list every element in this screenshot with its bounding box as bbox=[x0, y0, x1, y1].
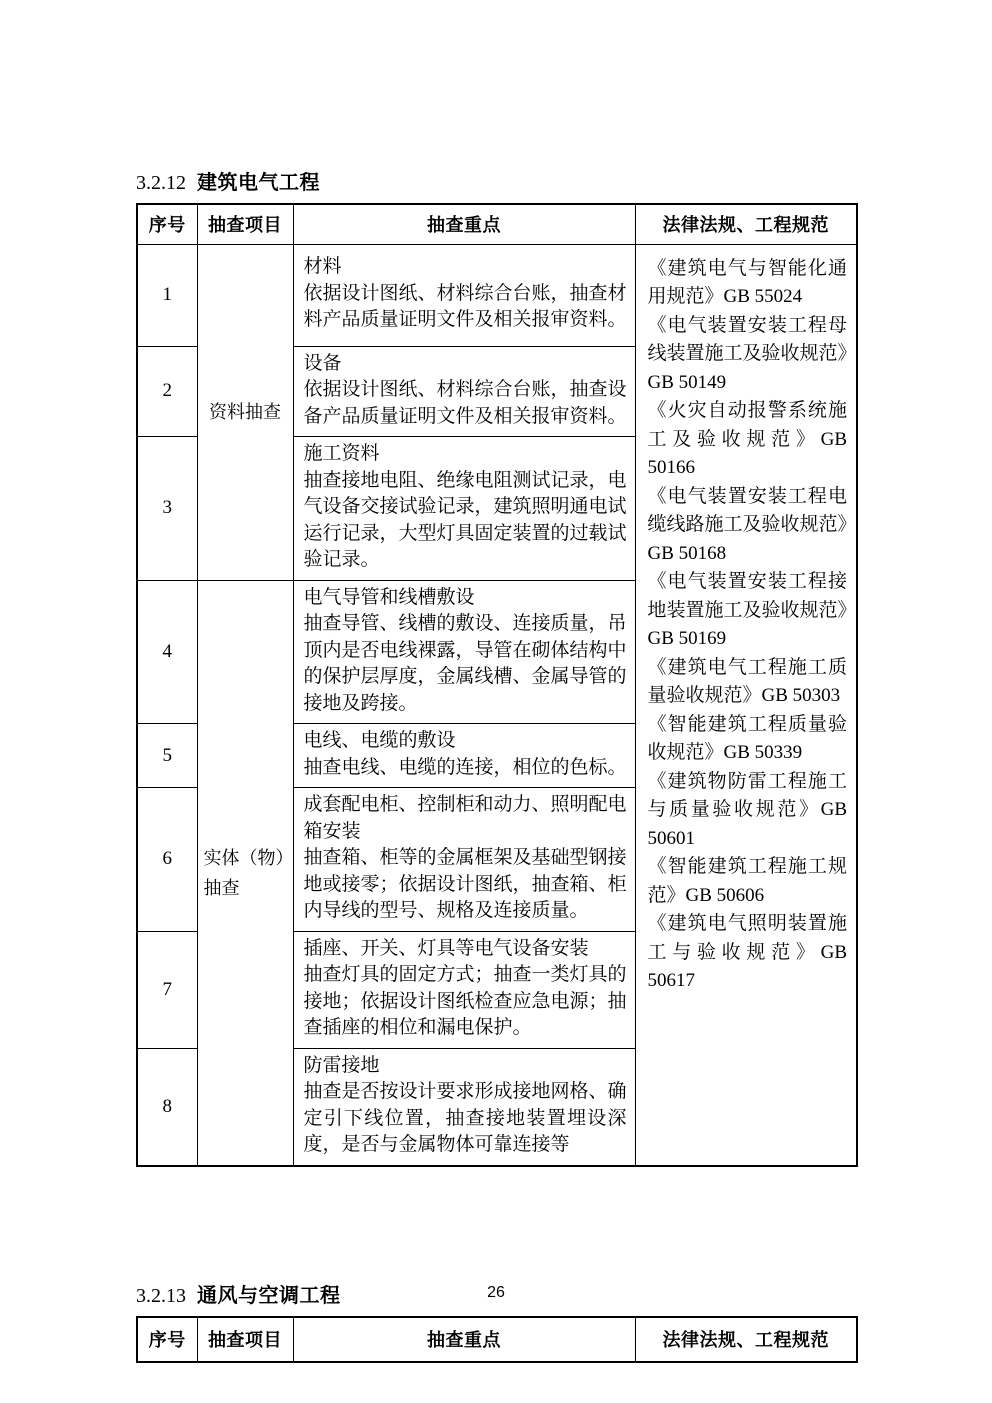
section-number: 3.2.13 bbox=[136, 1284, 186, 1307]
focus-cell bbox=[293, 244, 635, 346]
focus-detail: 抽查接地电阻、绝缘电阻测试记录，电气设备交接试验记录，建筑照明通电试运行记录，大型灯具固定装置的过载试验记录。 bbox=[303, 469, 627, 570]
focus-topic: 电气导管和线槽敷设 bbox=[303, 586, 475, 608]
regulation-item: 《智能建筑工程施工规范》GB 50606 bbox=[647, 856, 847, 906]
focus-cell bbox=[293, 580, 635, 724]
focus-topic: 防雷接地 bbox=[303, 1054, 380, 1076]
regulation-item: 《火灾自动报警系统施工及验收规范》GB 50166 bbox=[647, 400, 847, 478]
electrical-inspection-table bbox=[136, 203, 858, 1167]
row-number: 2 bbox=[137, 346, 197, 437]
row-number: 5 bbox=[137, 724, 197, 788]
row-number: 6 bbox=[137, 788, 197, 932]
table-row bbox=[137, 244, 857, 346]
regulations-cell bbox=[635, 244, 857, 1166]
focus-cell bbox=[293, 1048, 635, 1166]
focus-topic: 插座、开关、灯具等电气设备安装 bbox=[303, 937, 589, 959]
focus-detail: 依据设计图纸、材料综合台账，抽查设备产品质量证明文件及相关报审资料。 bbox=[303, 379, 627, 427]
focus-cell bbox=[293, 931, 635, 1048]
section-number: 3.2.12 bbox=[136, 172, 186, 194]
column-header-focus: 抽查重点 bbox=[293, 204, 635, 244]
regulation-item: 《智能建筑工程质量验收规范》GB 50339 bbox=[647, 713, 847, 763]
page-number: 26 bbox=[487, 1284, 505, 1301]
row-number: 8 bbox=[137, 1048, 197, 1166]
focus-cell bbox=[293, 346, 635, 437]
page-content bbox=[136, 166, 856, 1363]
focus-detail: 抽查灯具的固定方式；抽查一类灯具的接地；依据设计图纸检查应急电源；抽查插座的相位和漏电保护。 bbox=[303, 964, 627, 1038]
focus-topic: 施工资料 bbox=[303, 443, 380, 464]
row-number: 7 bbox=[137, 931, 197, 1048]
focus-topic: 材料 bbox=[303, 256, 342, 278]
focus-detail: 抽查电线、电缆的连接，相位的色标。 bbox=[303, 756, 627, 778]
focus-topic: 设备 bbox=[303, 352, 342, 374]
section-title: 建筑电气工程 bbox=[197, 172, 320, 194]
focus-cell bbox=[293, 437, 635, 581]
regulation-item: 《建筑电气工程施工质量验收规范》GB 50303 bbox=[647, 656, 847, 706]
focus-cell bbox=[293, 724, 635, 788]
column-header-regs: 法律法规、工程规范 bbox=[635, 1317, 857, 1362]
focus-topic: 成套配电柜、控制柜和动力、照明配电箱安装 bbox=[303, 794, 627, 842]
regulation-item: 《电气装置安装工程接地装置施工及验收规范》GB 50169 bbox=[647, 571, 848, 649]
group-label-physical: 实体（物）抽查 bbox=[197, 580, 293, 1166]
table-header-row bbox=[137, 204, 857, 244]
regulation-item: 《电气装置安装工程电缆线路施工及验收规范》GB 50168 bbox=[647, 485, 848, 564]
table-header-row bbox=[137, 1317, 857, 1362]
regulation-item: 《建筑电气照明装置施工与验收规范》GB 50617 bbox=[647, 913, 847, 991]
row-number: 1 bbox=[137, 244, 197, 346]
regulation-item: 《建筑电气与智能化通用规范》GB 55024 bbox=[647, 257, 847, 307]
column-header-no: 序号 bbox=[137, 1317, 197, 1362]
focus-cell bbox=[293, 788, 635, 932]
focus-detail: 抽查导管、线槽的敷设、连接质量，吊顶内是否电线裸露，导管在砌体结构中的保护层厚度，金属线槽、金属导管的接地及跨接。 bbox=[303, 613, 627, 714]
hvac-inspection-table bbox=[136, 1316, 858, 1363]
column-header-focus: 抽查重点 bbox=[293, 1317, 635, 1362]
column-header-item: 抽查项目 bbox=[197, 1317, 293, 1362]
regulation-item: 《建筑物防雷工程施工与质量验收规范》GB 50601 bbox=[647, 770, 847, 849]
section-heading-electrical bbox=[136, 166, 856, 195]
column-header-no: 序号 bbox=[137, 204, 197, 244]
regulation-item: 《电气装置安装工程母线装置施工及验收规范》GB 50149 bbox=[647, 314, 848, 393]
focus-detail: 抽查是否按设计要求形成接地网格、确定引下线位置，抽查接地装置埋设深度，是否与金属物体可靠连接等 bbox=[303, 1081, 627, 1155]
focus-detail: 抽查箱、柜等的金属框架及基础型钢接地或接零；依据设计图纸，抽查箱、柜内导线的型号、规格及连接质量。 bbox=[303, 847, 627, 921]
column-header-regs: 法律法规、工程规范 bbox=[635, 204, 857, 244]
column-header-item: 抽查项目 bbox=[197, 204, 293, 244]
row-number: 3 bbox=[137, 437, 197, 581]
row-number: 4 bbox=[137, 580, 197, 724]
group-label-docs: 资料抽查 bbox=[197, 244, 293, 580]
section-title: 通风与空调工程 bbox=[197, 1284, 341, 1307]
focus-topic: 电线、电缆的敷设 bbox=[303, 730, 456, 751]
focus-detail: 依据设计图纸、材料综合台账，抽查材料产品质量证明文件及相关报审资料。 bbox=[303, 282, 627, 331]
